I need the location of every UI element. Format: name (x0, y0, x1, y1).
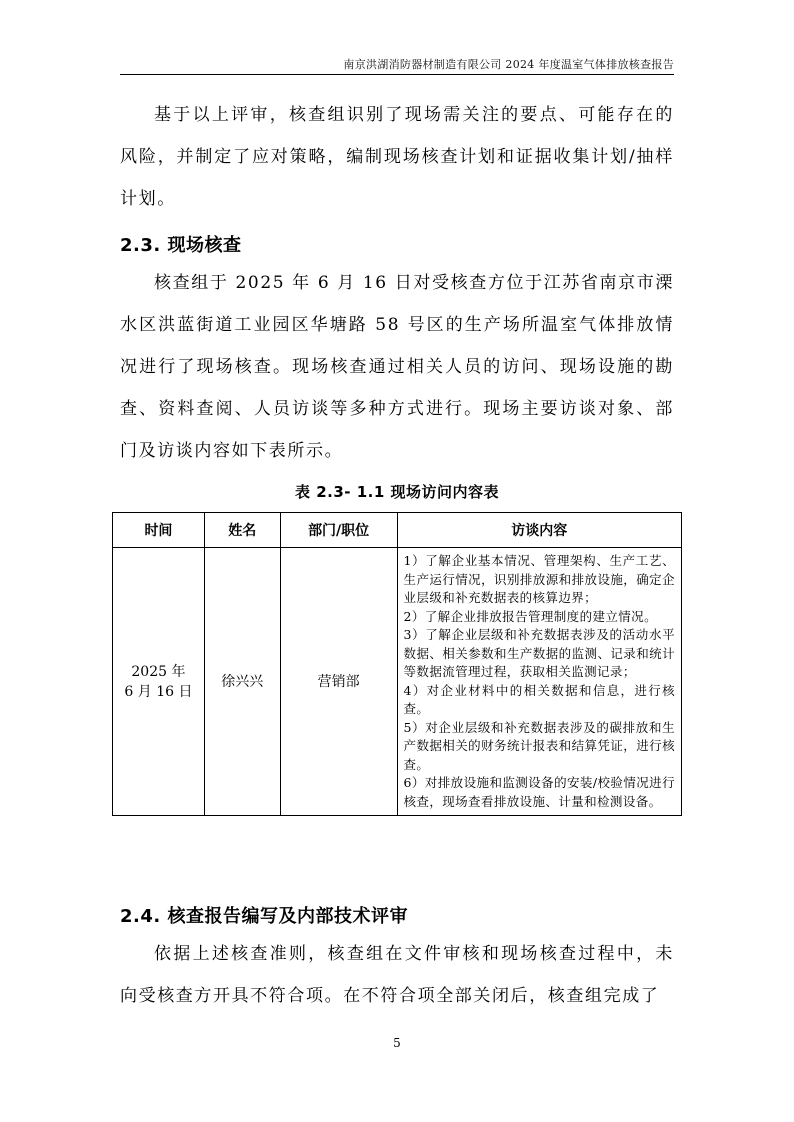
interview-item-6: 6）对排放设施和监测设备的安装/校验情况进行核查，现场查看排放设施、计量和检测设备。 (403, 775, 675, 809)
cell-date (113, 548, 205, 816)
interview-item-2: 2）了解企业排放报告管理制度的建立情况。 (403, 608, 657, 624)
cell-department: 营销部 (280, 548, 397, 816)
paragraph-nonconformity: 依据上述核查准则，核查组在文件审核和现场核查过程中，未向受核查方开具不符合项。在不符合项全部关闭后，核查组完成了 (120, 944, 674, 1006)
table-row (113, 548, 682, 816)
date-line-year: 2025 年 (131, 663, 186, 680)
header-time: 时间 (113, 513, 205, 548)
cell-interviewee-name: 徐兴兴 (204, 548, 280, 816)
header-name: 姓名 (204, 513, 280, 548)
interview-item-5: 5）对企业层级和补充数据表涉及的碳排放和生产数据相关的财务统计报表和结算凭证，进行核查。 (403, 719, 675, 772)
paragraph-risk-strategy: 基于以上评审，核查组识别了现场需关注的要点、可能存在的风险，并制定了应对策略，编制现场核查计划和证据收集计划/抽样计划。 (120, 105, 674, 209)
date-line-day: 6 月 16 日 (124, 683, 193, 700)
page-number: 5 (393, 1036, 401, 1050)
section-heading-2-3: 2.3. 现场核查 (120, 235, 242, 256)
header-divider (120, 74, 674, 75)
table-header-row (113, 513, 682, 548)
site-visit-table (112, 512, 682, 816)
interview-item-1: 1）了解企业基本情况、管理架构、生产工艺、生产运行情况，识别排放源和排放设施，确定企业层级和补充数据表的核算边界； (403, 553, 675, 605)
section-heading-2-4: 2.4. 核查报告编写及内部技术评审 (120, 906, 408, 927)
table-caption: 表 2.3- 1.1 现场访问内容表 (294, 483, 500, 501)
interview-item-3: 3）了解企业层级和补充数据表涉及的活动水平数据、相关参数和生产数据的监测、记录和统计等数据流管理过程，获取相关监测记录； (403, 627, 675, 679)
cell-interview-items (397, 548, 681, 816)
page-header: 南京洪湖消防器材制造有限公司 2024 年度温室气体排放核查报告 (343, 58, 674, 71)
interview-item-4: 4）对企业材料中的相关数据和信息，进行核查。 (403, 682, 675, 716)
header-interview-content: 访谈内容 (397, 513, 681, 548)
paragraph-site-verification: 核查组于 2025 年 6 月 16 日对受核查方位于江苏省南京市溧水区洪蓝街道工业园区华塘路 58 号区的生产场所温室气体排放情况进行了现场核查。现场核查通过相关人员的访问、现场设施的勘查、资料查阅、人员访谈等多种方式进行。现场主要访谈对象、部门及访谈内容如下表所示。 (120, 273, 674, 461)
header-department: 部门/职位 (280, 513, 397, 548)
